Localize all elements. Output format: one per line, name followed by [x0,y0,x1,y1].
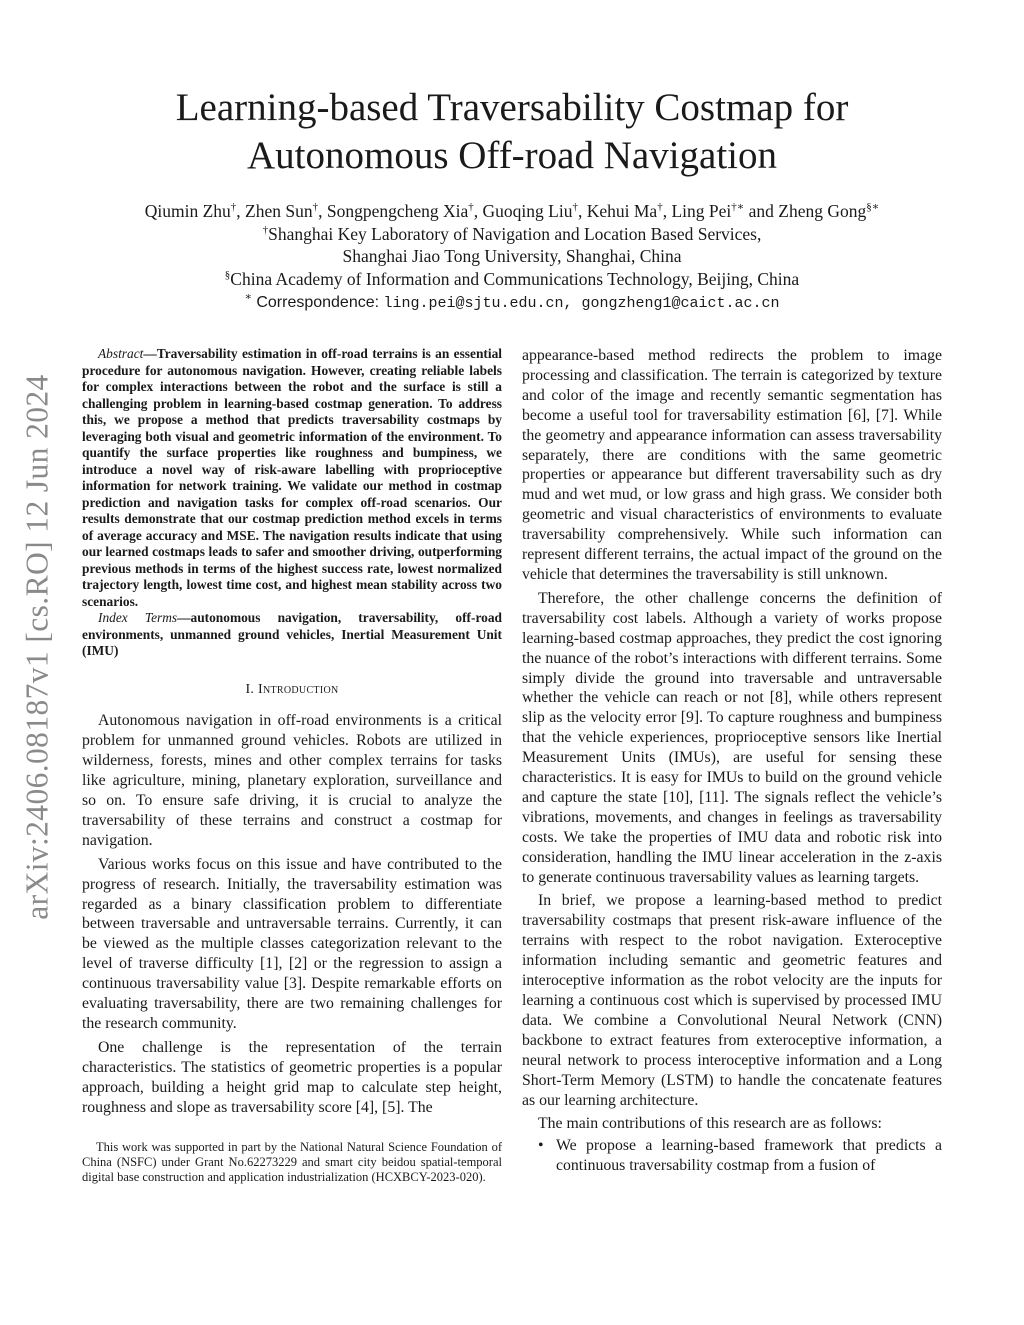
author-affiliation-mark: † [468,201,474,214]
author-separator: , [236,201,246,221]
author-affiliation-mark: † [657,201,663,214]
author-affiliation-mark: † [312,201,319,214]
arxiv-identifier-text: arXiv:2406.08187v1 [cs.RO] 12 Jun 2024 [20,374,56,920]
correspondence-mark: ∗ [244,291,252,304]
author-affiliation-mark: †∗ [731,201,745,214]
author-affiliation-mark: † [572,201,578,214]
author-separator: , [577,201,587,221]
author-name: Songpengcheng Xia [326,201,469,221]
affiliation-2-mark: § [224,268,231,281]
affiliation-1-line-1 [60,223,964,246]
author-name: Kehui Ma [586,201,658,221]
arxiv-identifier-stamp [16,352,60,942]
right-paragraph-1: appearance-based method redirects the problem to image processing and classification. The terrain is categorized by texture and color of the image and recently semantic segmentation has become a useful tool for traversability estimation [6], [7]. While the geometry and appearance information can assess traversability separately, there are conditions with the same geometric properties or appearance but different traversability such as dry mud and wet mud, or low grass and high grass. We consider both geometric and visual characteristics of environments to evaluate traversability comprehensively. While such information can represent different terrains, the actual impact of the ground on the vehicle that determines the traversability is still unknown. [522,347,942,583]
author-separator: and [744,201,779,221]
author-block [60,200,964,316]
section-title: Introduction [258,681,339,697]
affiliation-1-mark: † [262,223,269,236]
intro-paragraph-2: Various works focus on this issue and have contributed to the progress of research. Initially, the traversability estimation was regarded as a binary classification problem to differentiate between traversable and untraversable terrains. Currently, it can be viewed as the multiple classes categorization relevant to the level of traverse difficulty [1], [2] or the regression to assign a continuous traversability value [3]. Despite remarkable efforts on evaluating traversability, there are two remaining challenges for the research community. [82,855,502,1032]
abstract [82,346,502,610]
index-terms-label: Index Terms [98,610,178,625]
author-list [60,200,964,223]
abstract-label: Abstract [98,346,144,361]
abstract-text: —Traversability estimation in off-road terrains is an essential procedure for autonomous navigation. However, creating reliable labels for complex interactions between the robot and the surface is still a challenging problem in learning-based costmap generation. To address this, we propose a method that predicts traversability costmaps by leveraging both visual and geometric information of the environment. To quantify the surface properties like roughness and bumpiness, we introduce a novel way of risk-aware labelling with proprioceptive information for network training. We validate our method in costmap prediction and navigation tasks for complex off-road scenarios. Our results demonstrate that our costmap prediction method excels in terms of average accuracy and MSE. The navigation results indicate that using our learned costmaps leads to safer and smoother driving, outperforming previous methods in terms of the highest success rate, lowest normalized trajectory length, lowest time cost, and highest mean stability across two scenarios. [82,346,502,609]
author-name: Qiumin Zhu [144,201,231,221]
index-terms-text: —autonomous navigation, traversability, off-road environments, unmanned ground vehicles, Inertial Measurement Unit (IMU) [82,610,502,658]
author-name: Zhen Sun [245,201,313,221]
author-affiliation-mark: † [230,201,237,214]
contribution-item: • We propose a learning-based framework that predicts a continuous traversability costmap from a fusion of [556,1136,942,1176]
author-name: Ling Pei [671,201,732,221]
author-separator: , [662,201,672,221]
correspondence-emails: ling.pei@sjtu.edu.cn, gongzheng1@caict.ac.cn [383,295,780,312]
affiliation-1-line-2: Shanghai Jiao Tong University, Shanghai, China [342,246,682,266]
paper-title: Learning-based Traversability Costmap for Autonomous Off-road Navigation [175,86,849,177]
affiliation-2 [60,268,964,291]
correspondence-label: Correspondence: [256,294,380,311]
intro-paragraph-3: One challenge is the representation of the terrain characteristics. The statistics of geometric properties is a popular approach, building a height grid map to calculate step height, roughness and slope as traversability score [4], [5]. The [82,1038,502,1116]
author-affiliation-mark: §∗ [866,201,880,214]
right-paragraph-4: The main contributions of this research are as follows: [538,1115,882,1133]
author-name: Zheng Gong [778,201,867,221]
index-terms [82,610,502,660]
intro-paragraph-1: Autonomous navigation in off-road environments is a critical problem for unmanned ground vehicles. Robots are utilized in wilderness, forests, mines and other complex terrains for tasks like agriculture, mining, planetary exploration, surveillance and so on. To ensure safe driving, it is crucial to analyze the traversability of these terrains and construct a costmap for navigation. [82,712,502,849]
right-column [522,346,942,1176]
section-number: I. [245,681,259,697]
right-paragraph-3: In brief, we propose a learning-based method to predict traversability costmaps that present risk-aware influence of the terrains with respect to the robot navigation. Exteroceptive information including semantic and geometric features and interoceptive information as the robot velocity are the inputs for learning a continuous cost which is supervised by processed IMU data. We combine a Convolutional Neural Network (CNN) backbone to extract features from exteroceptive information, a neural network to process interoceptive information and a Long Short-Term Memory (LSTM) to handle the concatenate features as our learning architecture. [522,892,942,1109]
left-column [82,346,502,1118]
contributions-list [522,1136,942,1176]
funding-footnote: This work was supported in part by the National Natural Science Foundation of China (NSFC) under Grant No.62273229 and smart city beidou spatial-temporal digital base construction and application industrialization (HCXBCY-2023-020). [82,1140,502,1184]
author-name: Guoqing Liu [482,201,573,221]
author-separator: , [473,201,483,221]
correspondence-line [60,290,964,316]
affiliation-1-text: Shanghai Key Laboratory of Navigation and Location Based Services, [268,223,762,244]
section-heading-introduction [82,680,502,700]
right-paragraph-2: Therefore, the other challenge concerns the definition of traversability cost labels. Although a variety of works propose learning-based costmap approaches, they predict the cost ignoring the nuance of the robot’s interactions with different terrains. Some simply divide the ground into traversable and untraversable whether the vehicle can reach or not [8], while others represent slip as the velocity error [9]. To capture roughness and bumpiness that the vehicle experiences, proprioceptive sensors like Inertial Measurement Units (IMUs), are useful for sensing these characteristics. It is easy for IMUs to build on the ground vehicle and capture the state [10], [11]. The signals reflect the vehicle’s vibrations, movements, and changes in feelings as traversability costs. We take the properties of IMU data and robotic risk into consideration, handling the IMU linear acceleration in the z-axis to generate continuous traversability values as learning targets. [522,589,942,886]
affiliation-2-text: China Academy of Information and Communications Technology, Beijing, China [230,268,800,289]
author-separator: , [318,201,327,221]
